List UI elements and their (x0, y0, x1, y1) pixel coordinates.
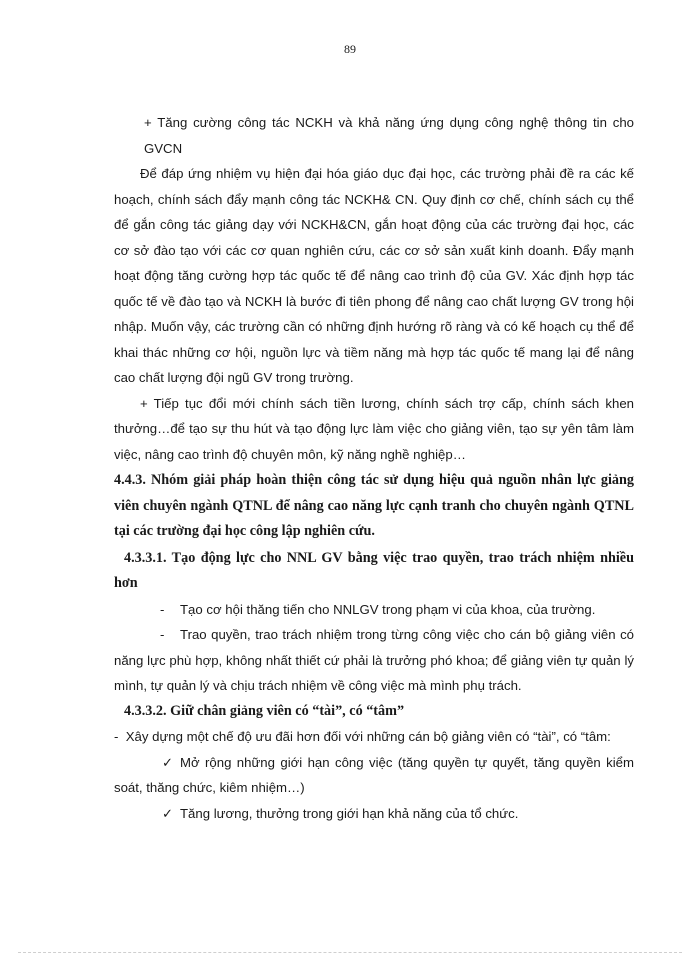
dash-marker: - (114, 729, 119, 744)
document-body (114, 110, 634, 826)
dash-item (114, 622, 634, 699)
dash-item-text: Trao quyền, trao trách nhiệm trong từng công việc cho cán bộ giảng viên có năng lực phù hợp, không nhất thiết cứ phải là trưởng phó khoa; để giảng viên tự quản lý mình, tự quản lý và chịu trách nhiệm về công việc mà mình phụ trách. (114, 627, 634, 693)
paragraph-research-policy: Để đáp ứng nhiệm vụ hiện đại hóa giáo dục đại học, các trường phải đề ra các kế hoạch, chính sách đẩy mạnh công tác NCKH& CN. Quy định cơ chế, chính sách cụ thể để gắn công tác giảng dạy với NCKH&CN, gắn hoạt động của các trường đại học, các cơ sở đào tạo với các cơ quan nghiên cứu, các cơ sở sản xuất kinh doanh. Đẩy mạnh hoạt động tăng cường hợp tác quốc tế để nâng cao trình độ của GV. Xác định hợp tác quốc tế về đào tạo và NCKH là bước đi tiên phong để nâng cao chất lượng GV trong hội nhập. Muốn vậy, các trường cần có những định hướng rõ ràng và có kế hoạch cụ thể để khai thác những cơ hội, nguồn lực và tiềm năng mà hợp tác quốc tế mang lại để nâng cao chất lượng đội ngũ GV trong trường. (114, 166, 634, 385)
dash-marker: - (160, 601, 165, 617)
check-item-text: Tăng lương, thưởng trong giới hạn khả năng của tổ chức. (180, 805, 519, 821)
checkmark-icon: ✓ (162, 754, 174, 770)
check-item (114, 750, 634, 801)
dash-marker: - (160, 627, 165, 642)
page-number: 89 (344, 42, 356, 56)
dash-item-text: Tạo cơ hội thăng tiến cho NNLGV trong phạm vi của khoa, của trường. (180, 601, 596, 617)
heading-4-3-3-2: 4.3.3.2. Giữ chân giảng viên có “tài”, có “tâm” (124, 702, 405, 719)
paragraph-gvcn: + Tăng cường công tác NCKH và khả năng ứng dụng công nghệ thông tin cho GVCN (144, 115, 634, 156)
policy-intro-text: Xây dựng một chế độ ưu đãi hơn đối với những cán bộ giảng viên có “tài”, có “tâm: (125, 729, 611, 744)
heading-4-4-3: 4.4.3. Nhóm giải pháp hoàn thiện công tác sử dụng hiệu quả nguồn nhân lực giảng viên chuyên ngành QTNL để nâng cao năng lực cạnh tranh cho chuyên ngành QTNL tại các trường đại học công lập nghiên cứu. (114, 472, 634, 539)
checkmark-icon: ✓ (162, 805, 174, 821)
check-item (114, 801, 634, 827)
policy-intro (114, 724, 634, 750)
heading-4-3-3-1: 4.3.3.1. Tạo động lực cho NNL GV bằng việc trao quyền, trao trách nhiệm nhiều hơn (114, 549, 634, 591)
page-bottom-border (18, 952, 682, 953)
check-item-text: Mở rộng những giới hạn công việc (tăng quyền tự quyết, tăng quyền kiểm soát, thăng chức, kiêm nhiệm…) (114, 754, 634, 795)
paragraph-salary-policy: + Tiếp tục đổi mới chính sách tiền lương, chính sách trợ cấp, chính sách khen thưởng…để tạo sự thu hút và tạo động lực làm việc cho giảng viên, tạo sự yên tâm làm việc, nâng cao trình độ chuyên môn, kỹ năng nghề nghiệp… (114, 395, 634, 462)
dash-item (114, 597, 634, 623)
